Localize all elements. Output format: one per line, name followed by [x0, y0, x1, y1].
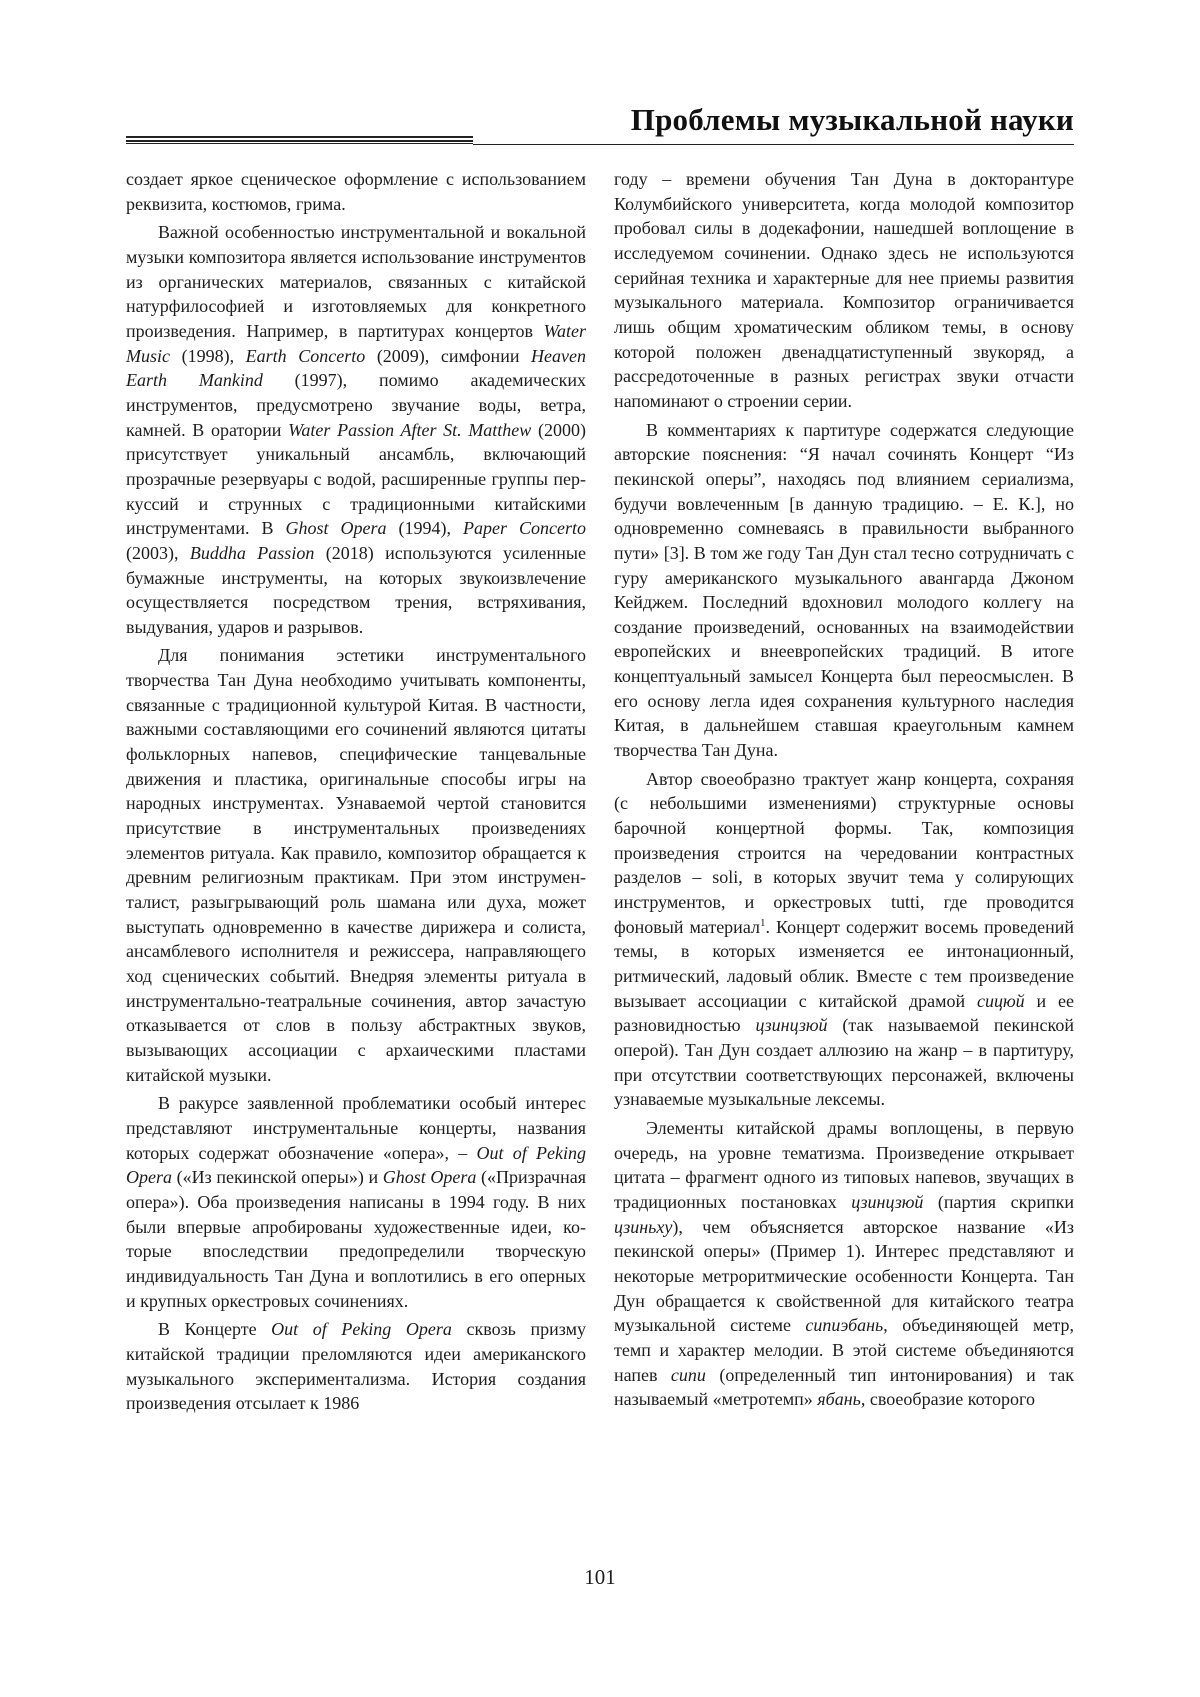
- italic-term: Water Music: [126, 320, 586, 366]
- header-rule-line: [126, 136, 473, 138]
- header-rule-line: [126, 140, 473, 142]
- body-paragraph: создает яркое сценическое оформление с использованием реквизита, костюмов, грима.: [126, 169, 586, 214]
- italic-term: Paper Concerto: [463, 518, 587, 539]
- italic-term: Out of Peking Opera: [271, 1319, 452, 1340]
- italic-term: сипи: [670, 1364, 706, 1385]
- header-underline: [473, 144, 1074, 145]
- italic-term: Earth Concerto: [245, 345, 366, 366]
- italic-term: сицюй: [976, 990, 1025, 1011]
- italic-term: сипиэбань: [805, 1315, 884, 1336]
- italic-term: цзинцзюй: [851, 1191, 924, 1212]
- header-rule-line: [126, 143, 473, 144]
- page-number: 101: [584, 1565, 616, 1589]
- italic-term: Out of Peking Opera: [126, 1142, 587, 1188]
- right-text-column: [614, 167, 1074, 1412]
- body-paragraph: Элементы китайской драмы воплощены, в первую очередь, на уровне тематизма. Произведение открывает цитата – фрагмент одного из типовых напевов, звучащих в традиционных постановках цзинцзюй (партия скрипки цзиньху), чем объясняется авторское название «Из пекинской оперы» (Пример 1). Интерес представляют и некоторые метроритмические особенности Концерта. Тан Дун обращается к свойственной для китайского театра музыкальной системе сипиэбань, объединяющей метр, темп и характер мелодии. В этой системе объединяются напев сипи (определенный тип интонирования) и так называемый «метротемп» ябань, своеобразие которого: [614, 1117, 1074, 1410]
- journal-title: Проблемы музыкальной науки: [630, 102, 1074, 137]
- italic-term: цзинцзюй: [755, 1015, 828, 1036]
- italic-term: Buddha Passion: [189, 542, 315, 563]
- body-paragraph: году – времени обучения Тан Дуна в докторантуре Колумбийского университета, когда молодой композитор пробовал силы в додекафонии, нашедшей воплощение в исследуемом сочинении. Однако здесь не используются серийная техника и характерные для нее приемы развития музыкального материала. Композитор ограничивается лишь общим хроматическим обликом темы, в основу которой положен двенадцатиступенный звукоряд, а рассредоточенные в разных регистрах звуки отчасти напоминают о строении серии.: [614, 169, 1074, 411]
- body-paragraph: Для понимания эстетики инструментального творчества Тан Дуна необходимо учитывать компоненты, связанные с традиционной культурой Китая. В частности, важными составляющими его сочинений являются цитаты фольклорных напевов, специфические танцевальные движения и пластика, оригинальные способы игры на народных инструментах. Узнаваемой чертой становится присутствие в инструментальных произведениях элементов ритуала. Как правило, композитор обращается к древним религиозным практикам. При этом инструменталист, разыгрывающий роль шамана или духа, может выступать одновременно в качестве дирижера и солиста, ансамблевого исполнителя и режиссера, направляющего ход сценических событий. Внедряя элементы ритуала в инструментально-театральные сочинения, автор зачастую отказывается от слов в пользу абстрактных звуков, вызывающих ассоциации с архаическими пластами китайской музыки.: [126, 645, 586, 1085]
- italic-term: Ghost Opera: [285, 518, 387, 539]
- italic-term: цзиньху: [614, 1216, 673, 1237]
- footnote-marker[interactable]: 1: [759, 916, 766, 929]
- body-paragraph: В комментариях к партитуре содержатся следующие авторские пояснения: “Я начал сочинять Концерт “Из пекинской оперы”, находясь под влиянием сериализма, будучи вовлеченным [в данную традицию. – Е. К.], но одновременно сомневаясь в правильности выбранного пути» [3]. В том же году Тан Дун стал тесно сотрудничать с гуру американского музыкального авангарда Джоном Кейджем. Последний вдохновил молодого коллегу на создание произведений, основанных на взаимодействии европейских и внеевропейских традиций. В итоге концептуальный замысел Концерта был переосмыслен. В его основу легла идея сохранения культурного наследия Китая, в дальнейшем ставшая краеугольным камнем творчества Тан Дуна.: [614, 419, 1074, 761]
- italic-term: Heaven Earth Mankind: [126, 345, 586, 391]
- running-header: [0, 0, 1200, 150]
- body-paragraph: Важной особенностью инструментальной и вокальной музыки композитора является использование инструментов из органических материалов, связанных с китайской натурфилософией и изготовляемых для конкретного произведения. Например, в партитурах концертов Water Music (1998), Earth Concerto (2009), симфонии Heaven Earth Mankind (1997), помимо академических инструментов, предусмотрено звучание воды, ветра, камней. В оратории Water Passion After St. Matthew (2000) присутствует уникальный ансамбль, включающий прозрачные резервуары с водой, расширенные группы перкуссий и струнных с традиционными китайскими инструментами. В Ghost Opera (1994), Paper Concerto (2003), Buddha Passion (2018) используются усиленные бумажные инструменты, на которых звукоизвлечение осуществляется посредством трения, встряхивания, выдувания, ударов и разрывов.: [126, 222, 587, 637]
- italic-term: Ghost Opera: [382, 1167, 477, 1188]
- body-paragraph: Автор своеобразно трактует жанр концерта, сохраняя (с небольшими изменениями) структурные основы барочной концертной формы. Так, композиция произведения строится на чередовании контрастных разделов – soli, в которых звучит тема у солирующих инструментов, и оркестровых tutti, где проводится фоновый материал$^1$. Концерт содержит восемь проведений темы, в которых изменяется ее интонационный, ритмический, ладовый облик. Вместе с тем произведение вызывает ассоциации с китайской драмой сицюй и ее разновидностью цзинцзюй (так называемой пекинской оперой). Тан Дун создает аллюзию на жанр – в партитуру, при отсутствии соответствующих персонажей, включены узнаваемые музыкальные лексемы.: [614, 768, 1074, 1110]
- italic-term: ябань: [817, 1389, 861, 1410]
- header-ornament-rules: [126, 136, 473, 144]
- left-text-column: [126, 167, 586, 1416]
- body-paragraph: В ракурсе заявленной проблематики особый интерес представляют инструментальные концерты, названия которых содержат обозначение «опера», – Out of Peking Opera («Из пекинской оперы») и Ghost Opera («Призрачная опера»). Оба произведения написаны в 1994 году. В них были впервые апробированы художественные идеи, которые впоследствии предопределили творческую индивидуальность Тан Дуна и воплотились в его оперных и крупных оркестровых сочинениях.: [126, 1093, 587, 1311]
- italic-term: Water Passion After St. Matthew: [288, 419, 532, 440]
- body-paragraph: В Концерте Out of Peking Opera сквозь призму китайской традиции преломляются идеи американского музыкального экспериментализма. История создания произведения отсылает к 1986: [126, 1319, 586, 1414]
